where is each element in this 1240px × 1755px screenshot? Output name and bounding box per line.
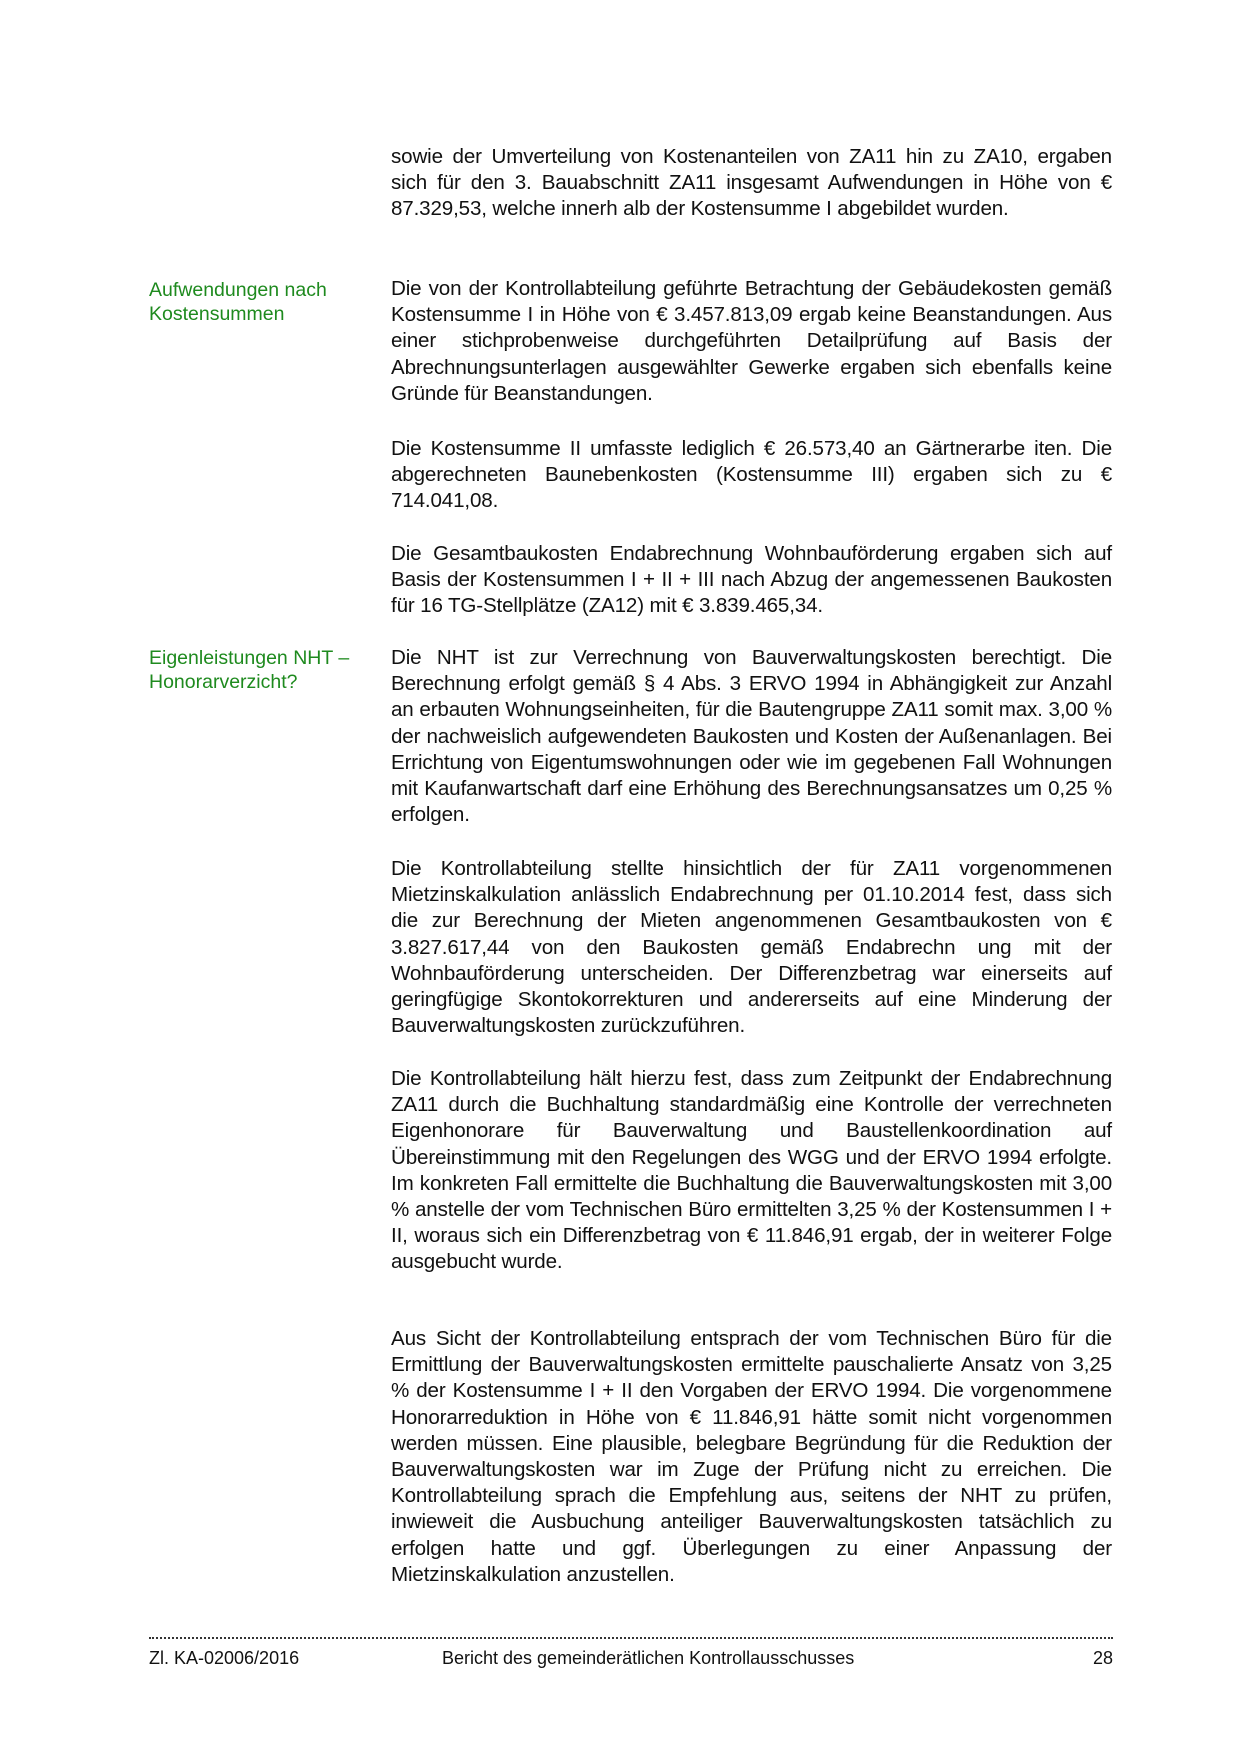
paragraph-bauverwaltungskosten: Die NHT ist zur Verrechnung von Bauverwaltungskosten berechtigt. Die Berechnung erfolgt gemäß § 4 Abs. 3 ERVO 1994 in Abhängigkeit zur Anzahl an erbauten Wohnungseinheiten, für die Bautengruppe ZA11 somit max. 3,00 % der nachweislich aufgewendeten Baukosten und Kosten der Außenanlagen. Bei Errichtung von Eigentumswohnungen oder wie im gegebenen Fall Wohnungen mit Kaufanwartschaft darf eine Erhöhung des Berechnungsansatzes um 0,25 % erfolgen. bbox=[391, 646, 1112, 827]
paragraph-umverteilung: sowie der Umverteilung von Kostenanteilen von ZA11 hin zu ZA10, ergaben sich für den 3. Bauabschnitt ZA11 insgesamt Aufwendungen in Höhe von € 87.329,53, welche innerh alb der Kostensumme I abgebildet wurden. bbox=[391, 145, 1112, 221]
margin-note-aufwendungen: Aufwendungen nach Kostensummen bbox=[149, 279, 327, 325]
paragraph-kostensumme-ii: Die Kostensumme II umfasste lediglich € 26.573,40 an Gärtnerarbe iten. Die abgerechneten Baunebenkosten (Kostensumme III) ergaben sich zu € 714.041,08. bbox=[391, 437, 1112, 513]
paragraph-buchhaltung: Die Kontrollabteilung hält hierzu fest, dass zum Zeitpunkt der Endabrechnung ZA11 durch die Buchhaltung standardmäßig eine Kontrolle der verrechneten Eigenhonorare für Bauverwaltung und Baustellenkoordination auf Übereinstimmung mit den Regelungen des WGG und der ERVO 1994 erfolgte. Im konkreten Fall ermittelte die Buchhaltung die Bauverwaltungskosten mit 3,00 % anstelle der vom Technischen Büro ermittelten 3,25 % der Kostensummen I + II, woraus sich ein Differenzbetrag von € 11.846,91 ergab, der in weiterer Folge ausgebucht wurde. bbox=[391, 1067, 1112, 1274]
page-number: 28 bbox=[1092, 1648, 1113, 1668]
paragraph-mietzinskalkulation: Die Kontrollabteilung stellte hinsichtlich der für ZA11 vorgenommenen Mietzinskalkulation anlässlich Endabrechnung per 01.10.2014 fest, dass sich die zur Berechnung der Mieten angenommenen Gesamtbaukosten von € 3.827.617,44 von den Baukosten gemäß Endabrechn ung mit der Wohnbauförderung unterscheiden. Der Differenzbetrag war einerseits auf geringfügige Skontokorrekturen und andererseits auf eine Minderung der Bauverwaltungskosten zurückzuführen. bbox=[391, 857, 1112, 1038]
footer-reference: Zl. KA-02006/2016 bbox=[149, 1648, 300, 1668]
footer-title: Bericht des gemeinderätlichen Kontrollausschusses bbox=[442, 1648, 855, 1668]
margin-note-eigenleistungen: Eigenleistungen NHT – Honorarverzicht? bbox=[149, 647, 350, 693]
paragraph-gesamtbaukosten: Die Gesamtbaukosten Endabrechnung Wohnbauförderung ergaben sich auf Basis der Kostensummen I + II + III nach Abzug der angemessenen Baukosten für 16 TG-Stellplätze (ZA12) mit € 3.839.465,34. bbox=[391, 542, 1112, 618]
footer-divider bbox=[149, 1637, 1113, 1639]
paragraph-gebaeudekosten: Die von der Kontrollabteilung geführte Betrachtung der Gebäudekosten gemäß Kostensumme I in Höhe von € 3.457.813,09 ergab keine Beanstandungen. Aus einer stichprobenweise durchgeführten Detailprüfung auf Basis der Abrechnungsunterlagen ausgewählter Gewerke ergaben sich ebenfalls keine Gründe für Beanstandungen. bbox=[391, 277, 1112, 405]
paragraph-empfehlung: Aus Sicht der Kontrollabteilung entsprach der vom Technischen Büro für die Ermittlung der Bauverwaltungskosten ermittelte pauschalierte Ansatz von 3,25 % der Kostensumme I + II den Vorgaben der ERVO 1994. Die vorgenommene Honorarreduktion in Höhe von € 11.846,91 hätte somit nicht vorgenommen werden müssen. Eine plausible, belegbare Begründung für die Reduktion der Bauverwaltungskosten war im Zuge der Prüfung nicht zu erreichen. Die Kontrollabteilung sprach die Empfehlung aus, seitens der NHT zu prüfen, inwieweit die Ausbuchung anteiliger Bauverwaltungskosten tatsächlich zu erfolgen hatte und ggf. Überlegungen zu einer Anpassung der Mietzinskalkulation anzustellen. bbox=[391, 1327, 1112, 1586]
